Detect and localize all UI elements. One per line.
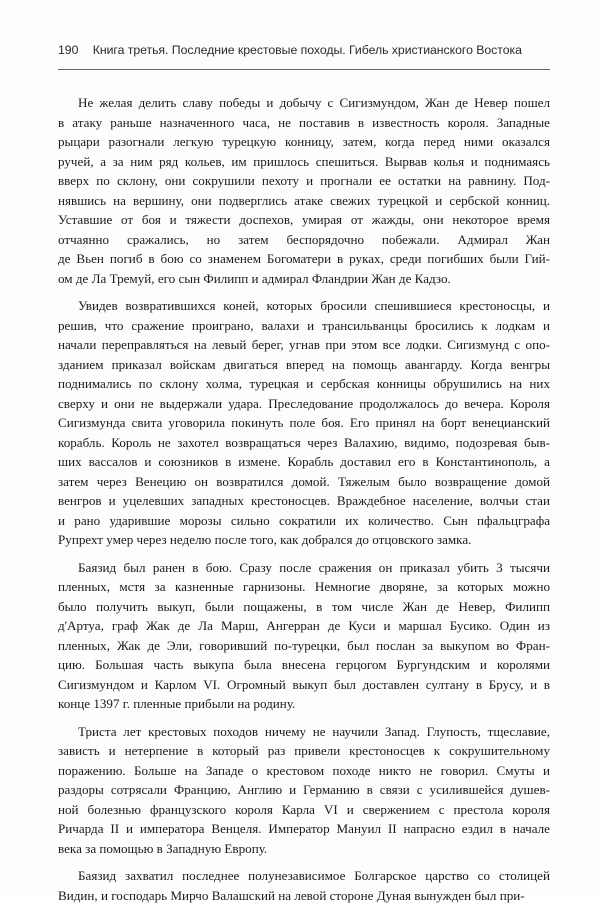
body-text (58, 93, 550, 913)
text-line: ом де Ла Тремуй, его сын Филипп и адмирал Фландрии Жан де Кадзо. (58, 270, 451, 286)
text-line: Уставшие от боя и тяжести доспехов, умирая от жажды, они некоторое время (58, 212, 550, 227)
text-line: вверх по склону, они сокрушили пехоту и прогнали ее остатки на равнину. Под- (58, 173, 550, 188)
text-line: нявшись на вершину, они подверглись атаке свежих турецкой и сербской конниц. (58, 192, 550, 208)
text-line: Сигизмунда свита уговорила покинуть поле боя. Его принял на борт венецианский (58, 415, 550, 430)
text-line: ной болезнью французского короля Карла VI и свержением с престола короля (58, 801, 550, 817)
text-line: корабль. Король не захотел возвращаться через Валахию, видимо, подозревая быв- (58, 434, 550, 450)
text-line: зависть и нетерпение в который раз привели крестоносцев к сокрушительному (58, 743, 550, 758)
text-line: в атаку раньше назначенного часа, не поставив в известность короля. Западные (58, 114, 550, 130)
text-line: Ричарда II и императора Венцеля. Император Мануил II напрасно ездил в начале (58, 821, 550, 836)
text-line: поднимались по склону холма, турецкая и сербская конницы обрушились на них (58, 376, 550, 391)
text-line: поражению. Больше на Западе о крестовом походе никто не говорил. Смуты и (58, 762, 550, 778)
text-line: решив, что сражение проиграно, валахи и трансильванцы бросились к лодкам и (58, 317, 550, 333)
paragraph (58, 558, 550, 714)
text-line: пленных, мстя за казненные гарнизоны. Немногие дворяне, за которых можно (58, 579, 550, 594)
paragraph (58, 722, 550, 859)
text-line: Не желая делить славу победы и добычу с Сигизмундом, Жан де Невер пошел (78, 95, 550, 110)
text-line: Баязид был ранен в бою. Сразу после сражения он приказал убить 3 тысячи (78, 559, 550, 575)
text-line: Видин, и господарь Мирчо Валашский на левой стороне Дуная вынужден был при- (58, 887, 525, 903)
paragraph (58, 866, 550, 905)
text-line: конце 1397 г. пленные прибыли на родину. (58, 696, 296, 711)
text-line: ших вассалов и союзников в измене. Корабль доставил его в Константинополь, а (58, 454, 550, 469)
text-line: и рано ударившие морозы сильно сократили их количество. Сын пфальцграфа (58, 512, 550, 528)
text-line: века за помощью в Западную Европу. (58, 840, 268, 856)
running-header (58, 43, 550, 63)
text-line: Увидев возвратившихся коней, которых бросили спешившиеся крестоносцы, и (78, 298, 550, 313)
text-line: цию. Большая часть выкупа была внесена герцогом Бургундским и королями (58, 657, 550, 672)
paragraph (58, 93, 550, 288)
text-line: д'Артуа, граф Жак де Ла Марш, Ангерран де Куси и маршал Бусико. Один из (58, 618, 550, 633)
text-line: затем через Венецию он возвратился домой. Тяжелым было возвращение домой (58, 473, 550, 489)
paragraph (58, 296, 550, 550)
text-line: Триста лет крестовых походов ничему не научили Запад. Глупость, тщеславие, (78, 723, 550, 739)
page-number: 190 (58, 43, 79, 57)
text-line: раздоры сотрясали Францию, Англию и Германию в связи с усилившейся душев- (58, 782, 550, 797)
running-title: Книга третья. Последние крестовые походы. Гибель христианского Востока (92, 43, 522, 57)
header-divider (58, 69, 550, 70)
text-line: зданием приказал войскам двигаться вперед на помощь авангарду. Когда венгры (58, 356, 550, 372)
text-line: рыцари разогнали легкую турецкую конницу, затем, когда перед ними оказался (58, 134, 550, 149)
text-line: Рупрехт умер через неделю после того, как добрался до отцовского замка. (58, 532, 472, 547)
text-line: пленных, Жак де Эли, говоривший по-турецки, был послан за выкупом во Фран- (58, 637, 550, 653)
text-line: венгров и уцелевших западных крестоносцев. Враждебное население, волчьи стаи (58, 493, 550, 508)
text-line: отчаянно сражались, но затем беспорядочно побежали. Адмирал Жан (58, 231, 550, 247)
text-line: было получить выкуп, были пощажены, в том числе Жан де Невер, Филипп (58, 598, 550, 614)
text-line: де Вьен погиб в бою со знаменем Богоматери в руках, среди погибших были Гий- (58, 251, 550, 266)
text-line: Баязид захватил последнее полунезависимое Болгарское царство со столицей (78, 868, 550, 883)
text-line: сверху и они не выдержали удара. Преследование продолжалось до вечера. Короля (58, 395, 550, 411)
text-line: Сигизмундом и Карлом VI. Огромный выкуп был доставлен султану в Брусу, и в (58, 676, 550, 692)
text-line: начали переправляться на левый берег, угнав при этом все лодки. Сигизмунд с опо- (58, 337, 550, 352)
text-line: ручей, а за ним ряд кольев, им пришлось спешиться. Вырвав колья и поднимаясь (58, 153, 550, 169)
